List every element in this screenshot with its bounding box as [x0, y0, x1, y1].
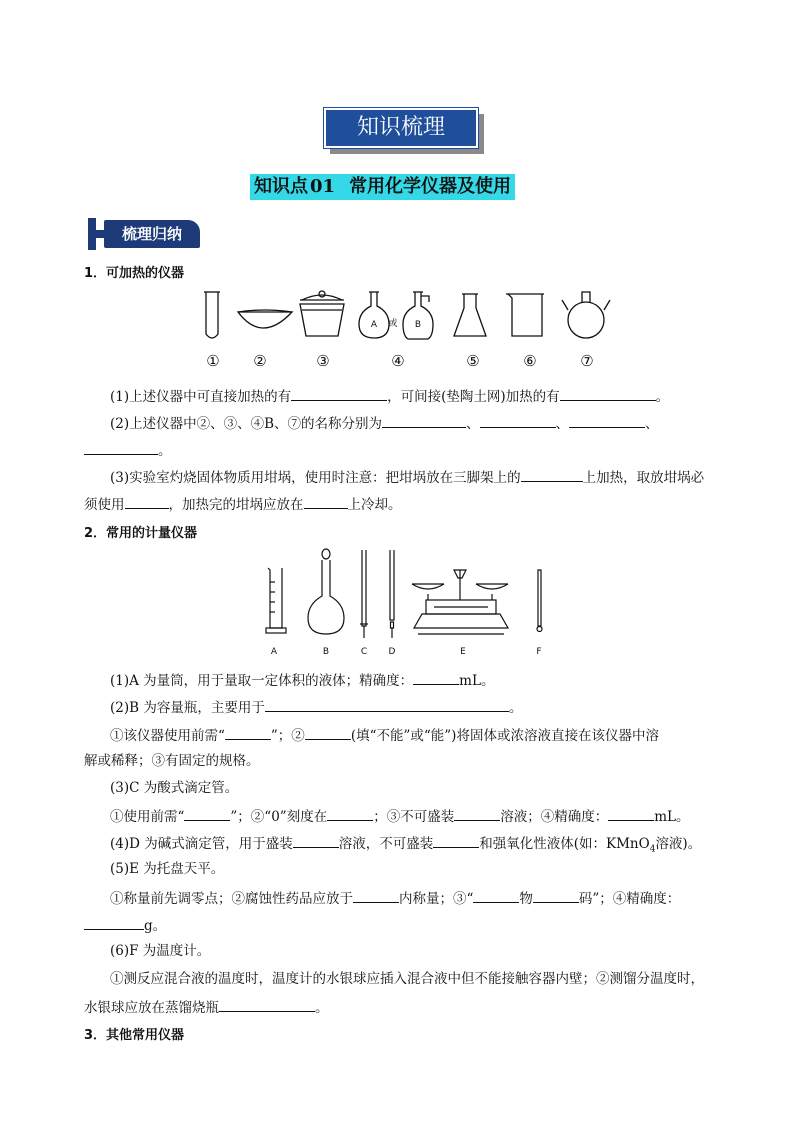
measure-line-2	[110, 697, 522, 717]
three-neck-flask-icon	[562, 292, 610, 338]
q2-end: 。	[158, 443, 172, 459]
crucible-icon	[300, 291, 344, 336]
answer-blank[interactable]	[265, 697, 509, 712]
caption-1: ①	[206, 352, 220, 370]
answer-blank[interactable]	[225, 725, 271, 740]
kp-name: 常用化学仪器及使用	[349, 176, 512, 197]
label-d: D	[388, 647, 396, 657]
question-1-2-cont	[84, 440, 172, 460]
l6-unit: mL。	[654, 809, 690, 825]
tag-label: 梳理归纳	[104, 220, 200, 248]
answer-blank[interactable]	[382, 413, 466, 428]
answer-blank[interactable]	[291, 386, 387, 401]
l10-unit: g。	[144, 918, 167, 934]
round-bottom-flask-icon	[359, 292, 389, 338]
l9-text-a: ①称量前先调零点；②腐蚀性药品应放于	[110, 891, 353, 907]
l7-text-c: 和强氧化性液体(如：KMnO	[479, 836, 650, 852]
answer-blank[interactable]	[327, 806, 373, 821]
l9-text-b: 内称量；③“	[399, 891, 474, 907]
question-1-2	[110, 413, 659, 433]
beaker-icon	[506, 294, 544, 336]
q3-text-d: ，加热完的坩埚应放在	[168, 497, 304, 513]
q3-text-c: 须使用	[84, 497, 125, 513]
answer-blank[interactable]	[413, 670, 459, 685]
answer-blank[interactable]	[521, 467, 583, 482]
section-banner	[324, 108, 484, 154]
q2-sep: 、	[555, 416, 570, 432]
q3-text-e: 上冷却。	[347, 497, 402, 513]
heatable-apparatus-figure	[196, 286, 616, 346]
label-a: A	[270, 647, 278, 657]
answer-blank[interactable]	[480, 413, 556, 428]
l3-text-c: (填“不能”或“能”)将固体或浓溶液直接在该仪器中溶	[350, 728, 659, 744]
measure-line-12: ①测反应混合液的温度时，温度计的水银球应插入混合液中但不能接触容器内壁；②测馏分温度时，	[110, 971, 704, 987]
l2-text: (2)B 为容量瓶，主要用于	[110, 700, 265, 716]
measure-line-5: (3)C 为酸式滴定管。	[110, 780, 239, 796]
test-tube-icon	[204, 292, 220, 338]
caption-6: ⑥	[523, 352, 537, 370]
measure-line-6	[110, 806, 689, 826]
answer-blank[interactable]	[219, 997, 315, 1012]
measure-line-3	[110, 725, 659, 745]
measure-line-11: (6)F 为温度计。	[110, 943, 211, 959]
caption-3: ③	[316, 352, 330, 370]
section-1-heading: 1．可加热的仪器	[84, 266, 185, 281]
l7-text-b: 溶液，不可盛装	[338, 836, 434, 852]
evaporating-dish-icon	[238, 310, 292, 328]
answer-blank[interactable]	[84, 440, 158, 455]
base-burette-icon	[390, 550, 394, 638]
question-1-3	[110, 467, 704, 487]
l1-text: (1)A 为量筒，用于量取一定体积的液体；精确度：	[110, 673, 414, 689]
l7-text-d: 溶液)。	[655, 836, 702, 852]
caption-4: ④	[391, 352, 405, 370]
q3-text-b: 上加热，取放坩埚必	[582, 470, 705, 486]
l7-subscript: 4	[649, 844, 656, 855]
caption-7: ⑦	[580, 352, 594, 370]
answer-blank[interactable]	[433, 833, 479, 848]
answer-blank[interactable]	[125, 494, 169, 509]
l2-end: 。	[508, 700, 523, 716]
measure-line-10	[84, 915, 166, 935]
balance-icon	[412, 570, 508, 634]
flat-bottom-flask-icon	[403, 292, 433, 339]
answer-blank[interactable]	[305, 725, 351, 740]
q2-sep: 、	[645, 416, 659, 432]
volumetric-flask-icon	[308, 549, 344, 634]
question-1-1	[110, 386, 669, 406]
l9-text-c: 物	[519, 891, 533, 907]
answer-blank[interactable]	[304, 494, 348, 509]
flask-label-or: 或	[388, 319, 398, 329]
label-f: F	[536, 647, 542, 657]
flask-label-b: B	[414, 320, 422, 330]
q3-text-a: (3)实验室灼烧固体物质用坩埚，使用时注意：把坩埚放在三脚架上的	[110, 470, 521, 486]
measure-line-8: (5)E 为托盘天平。	[110, 861, 225, 877]
answer-blank[interactable]	[533, 888, 579, 903]
label-c: C	[360, 647, 368, 657]
flask-label-a: A	[370, 320, 378, 330]
answer-blank[interactable]	[473, 888, 519, 903]
acid-burette-icon	[360, 550, 368, 638]
answer-blank[interactable]	[353, 888, 399, 903]
conical-flask-icon	[454, 294, 486, 336]
section-2-heading: 2．常用的计量仪器	[84, 526, 198, 541]
knowledge-point-title	[250, 174, 515, 200]
kp-number: 01	[310, 176, 336, 197]
l6-text-d: 溶液；④精确度：	[500, 809, 609, 825]
answer-blank[interactable]	[608, 806, 654, 821]
l13-text: 水银球应放在蒸馏烧瓶	[84, 1000, 219, 1016]
q1-text-a: (1)上述仪器中可直接加热的有	[110, 389, 292, 405]
q1-end: 。	[655, 389, 670, 405]
l1-unit: mL。	[459, 673, 495, 689]
answer-blank[interactable]	[560, 386, 656, 401]
caption-5: ⑤	[466, 352, 480, 370]
measure-line-13	[84, 997, 329, 1017]
label-b: B	[322, 647, 330, 657]
tag-hook	[96, 230, 104, 238]
tag-bar	[88, 218, 96, 250]
l3-text-a: ①该仪器使用前需“	[110, 728, 225, 744]
graduated-cylinder-icon	[266, 568, 286, 633]
q2-text: (2)上述仪器中②、③、④B、⑦的名称分别为	[110, 416, 383, 432]
measuring-apparatus-figure	[262, 548, 552, 644]
kp-prefix: 知识点	[254, 176, 308, 197]
answer-blank[interactable]	[293, 833, 339, 848]
label-e: E	[460, 647, 466, 657]
question-1-3-cont	[84, 494, 402, 514]
l6-text-a: ①使用前需“	[110, 809, 185, 825]
answer-blank[interactable]	[184, 806, 230, 821]
measure-line-7	[110, 833, 701, 859]
answer-blank[interactable]	[569, 413, 645, 428]
l7-text-a: (4)D 为碱式滴定管，用于盛装	[110, 836, 293, 852]
banner-title: 知识梳理	[324, 108, 478, 148]
measure-line-1	[110, 670, 494, 690]
l9-text-d: 码”；④精确度：	[578, 891, 681, 907]
measure-line-4: 解或稀释；③有固定的规格。	[84, 753, 260, 769]
q2-sep: 、	[466, 416, 480, 432]
answer-blank[interactable]	[454, 806, 500, 821]
measure-line-9	[110, 888, 680, 908]
thermometer-icon	[537, 570, 542, 632]
section-3-heading: 3．其他常用仪器	[84, 1028, 185, 1043]
l6-text-c: ；③不可盛装	[373, 809, 455, 825]
caption-2: ②	[253, 352, 267, 370]
l13-end: 。	[315, 1000, 329, 1016]
q1-text-b: ，可间接(垫陶土网)加热的有	[387, 389, 560, 405]
answer-blank[interactable]	[84, 915, 144, 930]
l3-text-b: ”；②	[270, 728, 305, 744]
l6-text-b: ”；②“0”刻度在	[230, 809, 328, 825]
